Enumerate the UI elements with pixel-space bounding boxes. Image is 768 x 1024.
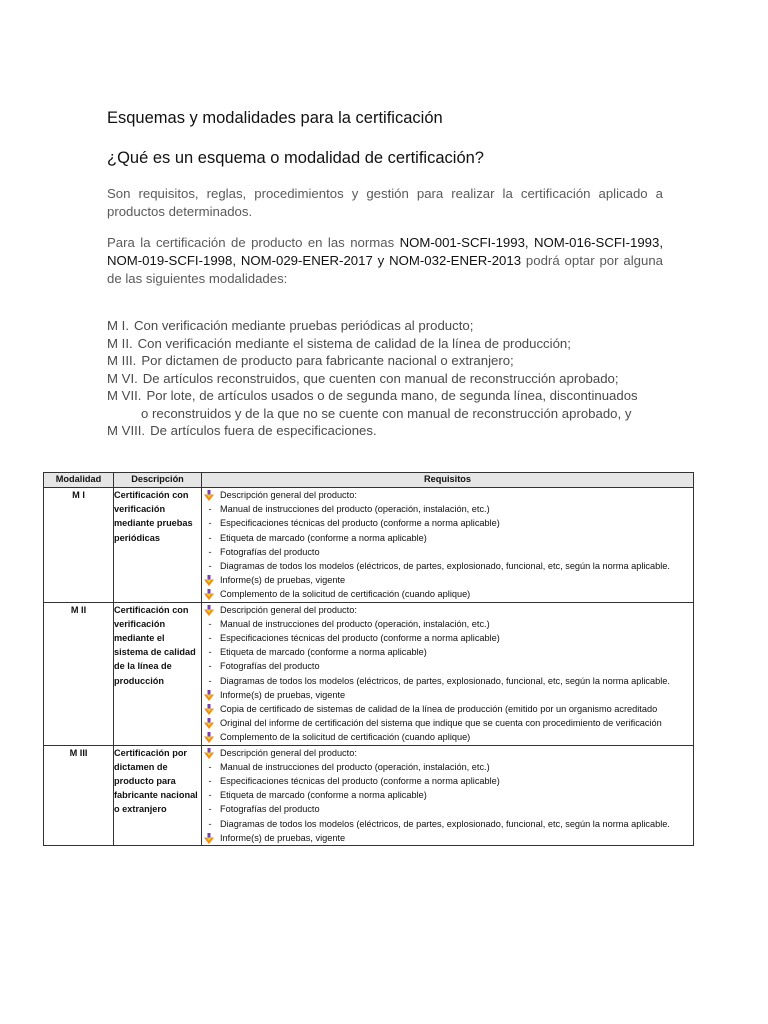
requirement-item [202, 788, 693, 802]
page-title: Esquemas y modalidades para la certificación [107, 109, 443, 127]
modalidad-code: M VI. [107, 370, 138, 386]
requirement-text: Copia de certificado de sistemas de calidad de la línea de producción (emitido por un organismo acreditado [220, 704, 658, 715]
dash-bullet-icon: - [208, 546, 212, 557]
arrow-down-icon [203, 831, 215, 846]
cell-descripcion: Certificación con verificación mediante pruebas periódicas [114, 488, 202, 603]
standards-after-text: podrá optar por alguna de las siguientes modalidades: [107, 253, 663, 286]
modalidad-item [107, 317, 667, 335]
cell-modalidad: M III [44, 745, 114, 845]
requirement-item [202, 730, 693, 744]
requirement-text: Informe(s) de pruebas, vigente [220, 832, 346, 843]
dash-bullet-icon: - [208, 647, 212, 658]
requirement-item [202, 573, 693, 587]
table-row [44, 488, 694, 603]
dash-bullet-icon: - [208, 504, 212, 515]
dash-bullet-icon: - [208, 675, 212, 686]
cell-descripcion: Certificación por dictamen de producto para fabricante nacional o extranjero [114, 745, 202, 845]
requirement-item [202, 760, 693, 774]
cell-requisitos [202, 602, 694, 745]
dash-bullet-icon: - [208, 633, 212, 644]
requirement-item [202, 603, 693, 617]
arrow-down-icon [203, 716, 215, 731]
requirements-table [43, 472, 694, 846]
requirement-text: Fotografías del producto [220, 546, 320, 557]
requirement-text: Manual de instrucciones del producto (operación, instalación, etc.) [220, 618, 490, 629]
modalidad-code: M III. [107, 353, 137, 368]
modalidad-code: M II. [107, 335, 133, 351]
modalidad-code: M VIII. [107, 423, 146, 438]
modalidad-text: Por lote, de artículos usados o de segunda mano, de segunda línea, discontinuados [146, 388, 638, 403]
requirement-text: Complemento de la solicitud de certificación (cuando aplique) [220, 589, 471, 600]
dash-bullet-icon: - [208, 761, 212, 772]
requirement-text: Descripción general del producto: [220, 490, 357, 500]
table-row [44, 602, 694, 745]
standards-intro-text: Para la certificación de producto en las normas [107, 235, 400, 250]
requirement-item [202, 817, 693, 831]
arrow-down-icon [203, 746, 215, 761]
arrow-down-icon [203, 488, 215, 503]
requirement-item [202, 716, 693, 730]
arrow-down-icon [203, 702, 215, 717]
modalidad-code: M I. [107, 318, 129, 333]
requirement-item [202, 702, 693, 716]
modalidad-text: Por dictamen de producto para fabricante nacional o extranjero; [141, 353, 514, 368]
modalidad-item [107, 352, 667, 370]
standards-list: NOM-001-SCFI-1993, NOM-016-SCFI-1993, NOM-019-SCFI-1998, NOM-029-ENER-2017 y NOM-032-ENER-2013 [107, 235, 663, 268]
requirement-item [202, 617, 693, 631]
header-descripcion: Descripción [114, 473, 202, 488]
requirement-text: Manual de instrucciones del producto (operación, instalación, etc.) [220, 761, 490, 772]
dash-bullet-icon: - [208, 518, 212, 529]
dash-bullet-icon: - [208, 790, 212, 801]
requirement-text: Descripción general del producto: [220, 747, 357, 758]
intro-paragraph: Son requisitos, reglas, procedimientos y gestión para realizar la certificación aplicado a productos determinados. [107, 186, 663, 219]
dash-bullet-icon: - [208, 618, 212, 629]
cell-modalidad: M I [44, 488, 114, 603]
requirement-item [202, 688, 693, 702]
requirement-item [202, 746, 693, 760]
modalidad-code: M VII. [107, 388, 142, 403]
requirement-text: Informe(s) de pruebas, vigente [220, 689, 346, 700]
modalidad-text-continuation: o reconstruidos y de la que no se cuente con manual de reconstrucción aprobado, y [141, 405, 632, 421]
arrow-down-icon [203, 587, 215, 602]
table-row [44, 745, 694, 845]
dash-bullet-icon: - [208, 804, 212, 815]
standards-paragraph [107, 234, 663, 288]
dash-bullet-icon: - [208, 818, 212, 829]
requirement-text: Especificaciones técnicas del producto (conforme a norma aplicable) [220, 633, 500, 644]
requirement-text: Complemento de la solicitud de certificación (cuando aplique) [220, 732, 471, 743]
modalidad-item [107, 370, 667, 388]
modalidad-item [107, 335, 667, 353]
header-requisitos: Requisitos [202, 473, 694, 488]
requirement-item [202, 831, 693, 845]
dash-bullet-icon: - [208, 661, 212, 672]
requirement-item [202, 631, 693, 645]
requirement-text: Fotografías del producto [220, 804, 320, 815]
requirement-item [202, 587, 693, 601]
requirement-text: Diagramas de todos los modelos (eléctricos, de partes, explosionado, funcional, etc, según la norma aplicable. [220, 675, 670, 686]
requirement-text: Informe(s) de pruebas, vigente [220, 575, 346, 586]
requirement-item [202, 488, 693, 502]
modalidad-text: Con verificación mediante pruebas periódicas al producto; [133, 318, 474, 333]
dash-bullet-icon: - [208, 532, 212, 543]
modalidad-text: Con verificación mediante el sistema de calidad de la línea de producción; [137, 335, 571, 351]
dash-bullet-icon: - [208, 776, 212, 787]
header-modalidad: Modalidad [44, 473, 114, 488]
requirement-text: Etiqueta de marcado (conforme a norma aplicable) [220, 790, 427, 801]
cell-requisitos [202, 745, 694, 845]
requirement-item [202, 502, 693, 516]
requirement-item [202, 774, 693, 788]
modalidad-text: De artículos fuera de especificaciones. [150, 423, 377, 438]
requirement-item [202, 545, 693, 559]
requirement-item [202, 531, 693, 545]
modalidad-item [107, 387, 667, 422]
modalidad-text: De artículos reconstruidos, que cuenten con manual de reconstrucción aprobado; [142, 370, 619, 386]
requirement-item [202, 674, 693, 688]
requirement-item [202, 802, 693, 816]
requirement-item [202, 516, 693, 530]
requirement-text: Manual de instrucciones del producto (operación, instalación, etc.) [220, 504, 490, 515]
requirement-item [202, 659, 693, 673]
requirement-text: Fotografías del producto [220, 661, 320, 672]
arrow-down-icon [203, 730, 215, 745]
cell-modalidad: M II [44, 602, 114, 745]
requirement-text: Diagramas de todos los modelos (eléctricos, de partes, explosionado, funcional, etc, según la norma aplicable. [220, 818, 670, 829]
cell-requisitos [202, 488, 694, 603]
requirement-text: Descripción general del producto: [220, 604, 357, 615]
requirement-text: Etiqueta de marcado (conforme a norma aplicable) [220, 647, 427, 658]
section-heading: ¿Qué es un esquema o modalidad de certificación? [107, 149, 484, 167]
requirement-text: Especificaciones técnicas del producto (conforme a norma aplicable) [220, 518, 500, 529]
modalidades-list [107, 317, 667, 440]
modalidad-item [107, 422, 667, 440]
dash-bullet-icon: - [208, 561, 212, 572]
arrow-down-icon [203, 573, 215, 588]
requirement-text: Original del informe de certificación del sistema que indique que se cuenta con procedimiento de verificación [220, 718, 662, 729]
requirement-text: Especificaciones técnicas del producto (conforme a norma aplicable) [220, 776, 500, 787]
requirement-text: Diagramas de todos los modelos (eléctricos, de partes, explosionado, funcional, etc, según la norma aplicable. [220, 561, 670, 572]
table-header-row [44, 473, 694, 488]
requirement-text: Etiqueta de marcado (conforme a norma aplicable) [220, 532, 427, 543]
cell-descripcion: Certificación con verificación mediante el sistema de calidad de la línea de producción [114, 602, 202, 745]
arrow-down-icon [203, 688, 215, 703]
requirement-item [202, 559, 693, 573]
requirement-item [202, 645, 693, 659]
arrow-down-icon [203, 603, 215, 618]
